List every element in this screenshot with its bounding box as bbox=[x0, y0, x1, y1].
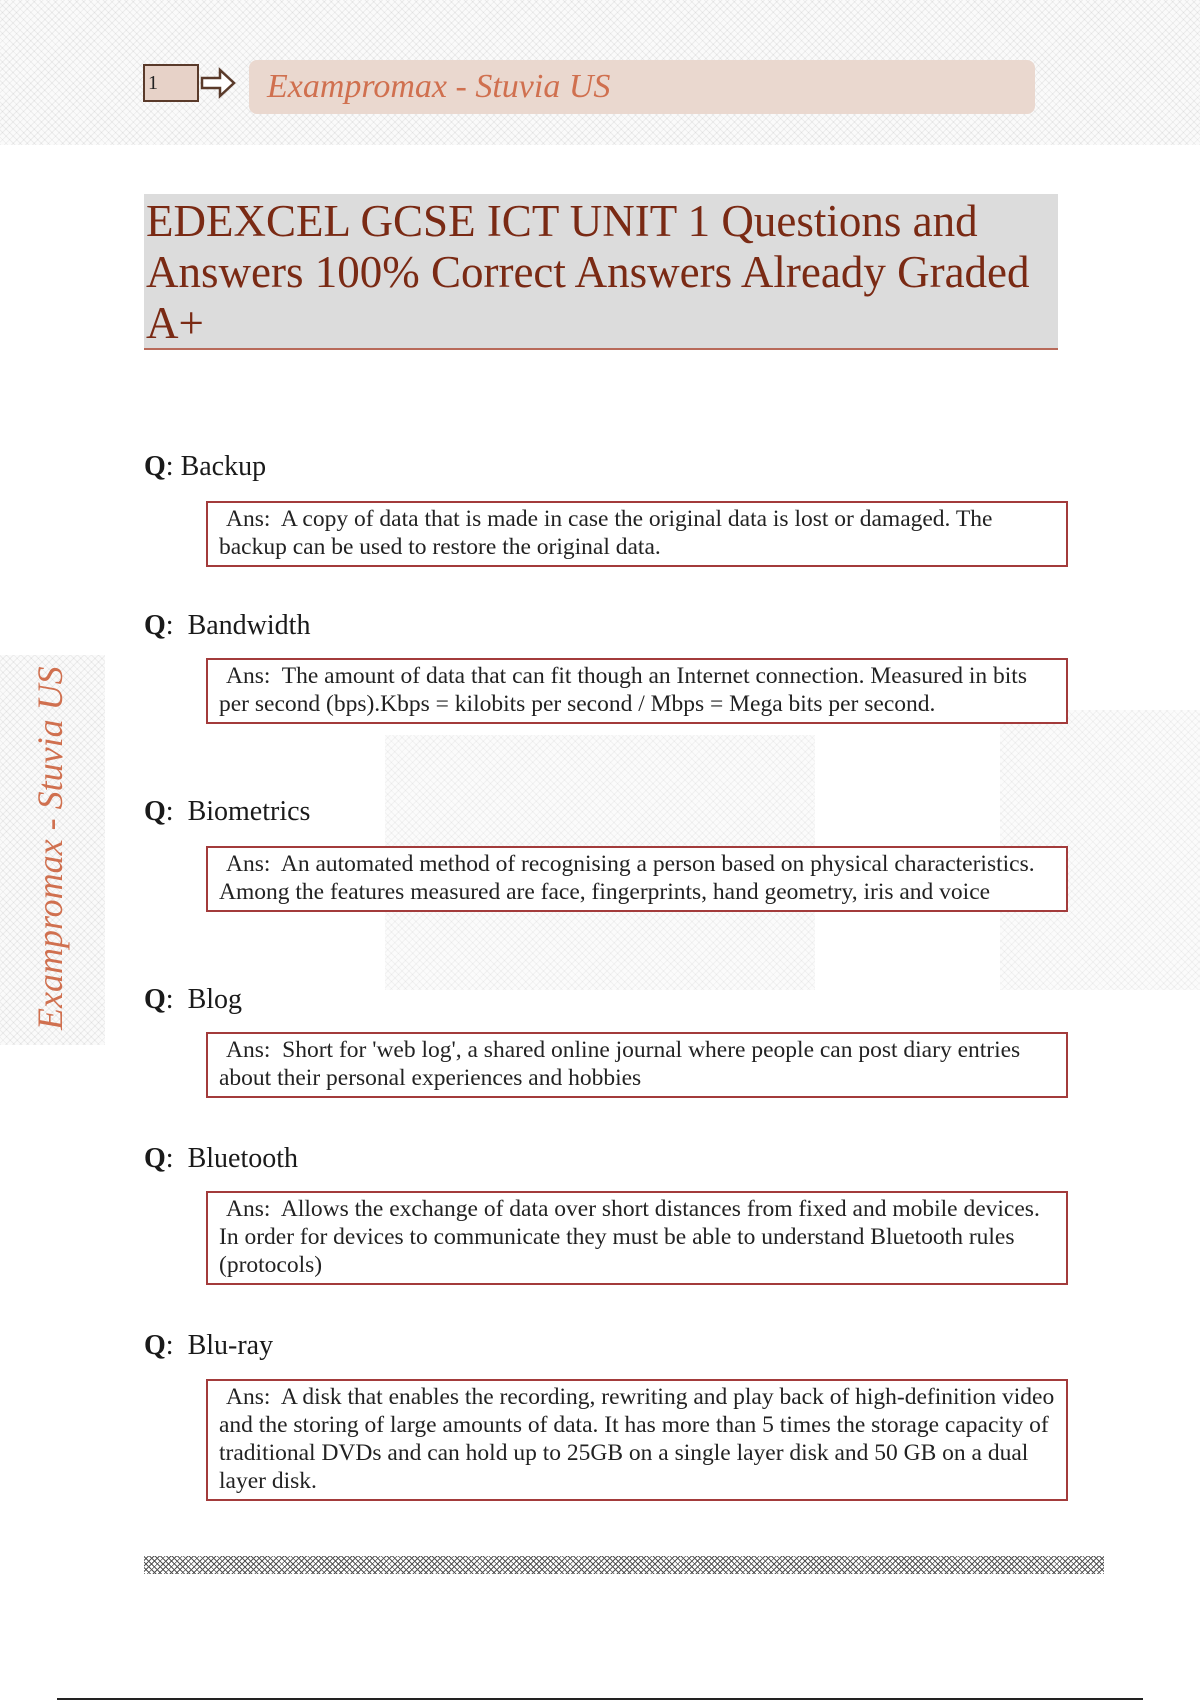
title-block bbox=[144, 194, 1058, 350]
side-watermark: Exampromax - Stuvia US bbox=[30, 666, 70, 1030]
footer-divider bbox=[144, 1556, 1104, 1574]
question-label: Q: Biometrics bbox=[144, 796, 311, 827]
question-label: Q: Backup bbox=[144, 451, 267, 482]
answer-box: Ans: The amount of data that can fit though an Internet connection. Measured in bits per second (bps).Kbps = kilobits per second / Mbps = Mega bits per second. bbox=[206, 658, 1068, 724]
arrow-right-icon bbox=[200, 66, 236, 100]
answer-box: Ans: A disk that enables the recording, rewriting and play back of high-definition video and the storing of large amounts of data. It has more than 5 times the storage capacity of traditional DVDs and can hold up to 25GB on a single layer disk and 50 GB on a dual layer disk. bbox=[206, 1379, 1068, 1501]
answer-box: Ans: A copy of data that is made in case the original data is lost or damaged. The backup can be used to restore the original data. bbox=[206, 501, 1068, 567]
page-number: 1 bbox=[143, 64, 199, 102]
answer-box: Ans: An automated method of recognising a person based on physical characteristics. Among the features measured are face, fingerprints, hand geometry, iris and voice bbox=[206, 846, 1068, 912]
answer-box: Ans: Allows the exchange of data over short distances from fixed and mobile devices. In order for devices to communicate they must be able to understand Bluetooth rules (protocols) bbox=[206, 1191, 1068, 1285]
question-label: Q: Blog bbox=[144, 984, 243, 1015]
question-label: Q: Bluetooth bbox=[144, 1143, 299, 1174]
document-title: EDEXCEL GCSE ICT UNIT 1 Questions and Answers 100% Correct Answers Already Graded A+ bbox=[146, 196, 1030, 348]
question-label: Q: Bandwidth bbox=[144, 610, 311, 641]
header-banner: Exampromax - Stuvia US bbox=[249, 60, 1035, 114]
answer-box: Ans: Short for 'web log', a shared online journal where people can post diary entries about their personal experiences and hobbies bbox=[206, 1032, 1068, 1098]
question-label: Q: Blu-ray bbox=[144, 1330, 274, 1361]
